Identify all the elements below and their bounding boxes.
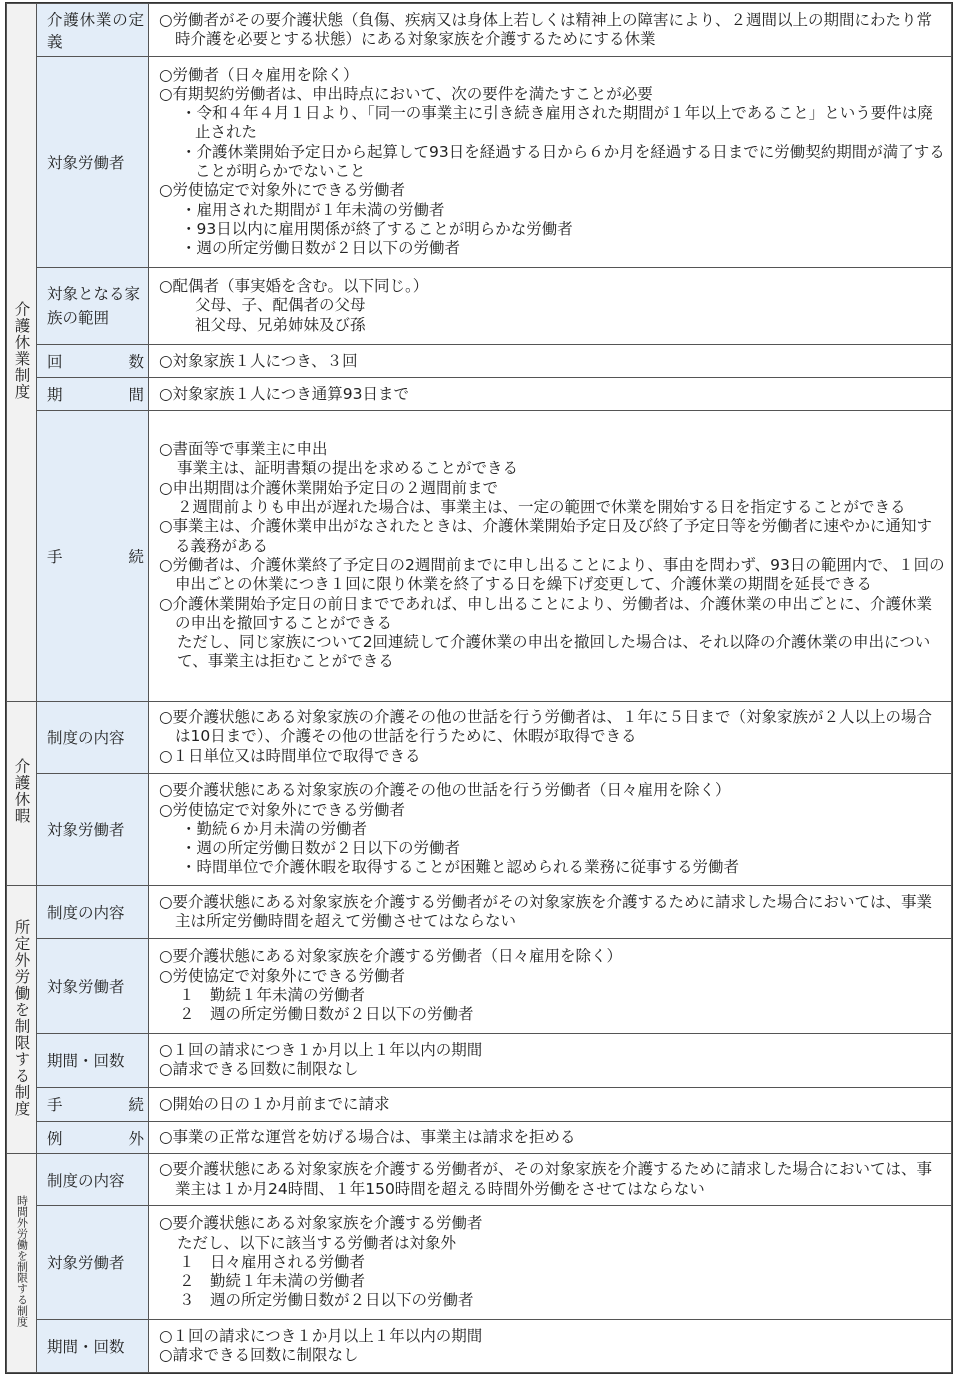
section-header — [7, 701, 37, 886]
row-label-cell — [37, 701, 149, 773]
care-leave-table-frame — [5, 2, 953, 1374]
table-row — [7, 1121, 952, 1153]
table-row — [7, 939, 952, 1033]
row-content — [149, 773, 952, 885]
content-line: ○要介護状態にある対象家族を介護する労働者がその対象家族を介護するために請求した場合においては、事業主は所定労働時間を超えて労働させてはならない — [159, 892, 933, 931]
table-row — [7, 267, 952, 344]
content-line: １ 日々雇用される労働者 — [179, 1252, 366, 1271]
table-row — [7, 701, 952, 773]
content-line: ○要介護状態にある対象家族を介護する労働者（日々雇用を除く） — [159, 947, 623, 966]
row-content — [149, 1154, 952, 1206]
content-line: ○配偶者（事実婚を含む。以下同じ。） — [159, 277, 429, 296]
content-line: ただし、以下に該当する労働者は対象外 — [177, 1233, 457, 1252]
content-line: 祖父母、兄弟姉妹及び孫 — [195, 315, 366, 334]
content-line: ○対象家族１人につき通算93日まで — [159, 384, 409, 403]
row-content — [149, 4, 952, 57]
table-row — [7, 1206, 952, 1319]
table-row — [7, 57, 952, 268]
content-line: ○要介護状態にある対象家族の介護その他の世話を行う労働者（日々雇用を除く） — [159, 781, 731, 800]
row-content — [149, 57, 952, 268]
row-label-cell — [37, 411, 149, 701]
table-row — [7, 1033, 952, 1087]
row-label: 制度の内容 — [47, 729, 125, 748]
row-label: 期間・回数 — [47, 1337, 125, 1356]
section-title: 介護休暇 — [12, 758, 31, 825]
row-label-cell — [37, 1319, 149, 1372]
content-line: ・週の所定労働日数が２日以下の労働者 — [181, 839, 461, 858]
content-line: ・介護休業開始予定日から起算して93日を経過する日から６か月を経過する日までに労働契約期間が満了することが明らかでないこと — [181, 142, 945, 181]
row-content — [149, 939, 952, 1033]
content-line: ○労使協定で対象外にできる労働者 — [159, 800, 406, 819]
section-header — [7, 1154, 37, 1373]
content-line: ○申出期間は介護休業開始予定日の２週間前まで — [159, 478, 499, 497]
row-label: 制度の内容 — [47, 1171, 125, 1190]
content-line: ○事業主は、介護休業申出がなされたときは、介護休業開始予定日及び終了予定日等を労働者に速やかに通知する義務がある — [159, 517, 933, 555]
content-line: ○要介護状態にある対象家族を介護する労働者 — [159, 1214, 483, 1233]
row-label: 手続 — [47, 547, 144, 566]
content-line: ・雇用された期間が１年未満の労働者 — [181, 200, 445, 219]
content-line: ２ 勤続１年未満の労働者 — [179, 1272, 366, 1291]
content-line: 事業主は、証明書類の提出を求めることができる — [177, 459, 519, 478]
content-line: ○１日単位又は時間単位で取得できる — [159, 746, 421, 765]
row-label: 回数 — [47, 353, 144, 372]
row-label: 期間・回数 — [47, 1052, 125, 1071]
content-line: ３ 週の所定労働日数が２日以下の労働者 — [179, 1291, 474, 1310]
content-line: ・93日以内に雇用関係が終了することが明らかな労働者 — [181, 219, 573, 238]
row-label: 対象労働者 — [47, 978, 125, 997]
content-line: １ 勤続１年未満の労働者 — [179, 986, 366, 1005]
row-label-cell — [37, 267, 149, 344]
section-header — [7, 886, 37, 1154]
row-label: 介護休業の定義 — [47, 11, 144, 52]
content-line: ○１回の請求につき１か月以上１年以内の期間 — [159, 1040, 483, 1059]
row-content — [149, 378, 952, 411]
content-line: ・週の所定労働日数が２日以下の労働者 — [181, 239, 461, 258]
row-label-cell — [37, 773, 149, 885]
content-line: ○１回の請求につき１か月以上１年以内の期間 — [159, 1326, 483, 1345]
table-row — [7, 886, 952, 939]
table-row — [7, 378, 952, 411]
content-line: ○要介護状態にある対象家族の介護その他の世話を行う労働者は、１年に５日まで（対象家族が２人以上の場合は10日まで）、介護その他の世話を行うために、休暇が取得できる — [159, 708, 933, 746]
content-line: ○有期契約労働者は、申出時点において、次の要件を満たすことが必要 — [159, 84, 653, 103]
row-label-cell — [37, 4, 149, 57]
section-title: 介護休業制度 — [12, 300, 31, 400]
row-label: 例外 — [47, 1129, 144, 1148]
row-label: 対象労働者 — [47, 1254, 125, 1273]
content-line: ○労働者（日々雇用を除く） — [159, 65, 359, 84]
row-content — [149, 1087, 952, 1121]
row-label: 期間 — [47, 386, 144, 405]
row-label: 対象労働者 — [47, 154, 125, 173]
content-line: ○要介護状態にある対象家族を介護する労働者が、その対象家族を介護するために請求した場合においては、事業主は１か月24時間、１年150時間を超える時間外労働をさせてはならない — [159, 1160, 933, 1198]
row-label: 対象労働者 — [47, 821, 125, 840]
row-content — [149, 1121, 952, 1153]
content-line: ○対象家族１人につき、３回 — [159, 351, 358, 370]
section-header — [7, 4, 37, 702]
content-line: ２ 週の所定労働日数が２日以下の労働者 — [179, 1005, 474, 1024]
row-content — [149, 886, 952, 939]
row-label-cell — [37, 1033, 149, 1087]
row-content — [149, 345, 952, 378]
care-leave-table — [6, 3, 952, 1373]
row-label: 対象となる家族の範囲 — [47, 285, 141, 328]
table-row — [7, 4, 952, 57]
content-line: ○労働者は、介護休業終了予定日の2週間前までに申し出ることにより、事由を問わず、93日の範囲内で、１回の申出ごとの休業につき１回に限り休業を終了する日を繰下げ変更して、介護休業の期間を延長できる — [159, 555, 945, 594]
content-line: ○介護休業開始予定日の前日までであれば、申し出ることにより、労働者は、介護休業の申出ごとに、介護休業の申出を撤回することができる — [159, 594, 933, 632]
row-label: 手続 — [47, 1096, 144, 1115]
row-content — [149, 267, 952, 344]
content-line: ○請求できる回数に制限なし — [159, 1060, 359, 1079]
row-label-cell — [37, 939, 149, 1033]
table-row — [7, 773, 952, 885]
table-row — [7, 345, 952, 378]
row-label-cell — [37, 378, 149, 411]
content-line: ○労働者がその要介護状態（負傷、疾病又は身体上若しくは精神上の障害により、２週間以上の期間にわたり常時介護を必要とする状態）にある対象家族を介護するためにする休業 — [159, 10, 933, 49]
content-line: ○書面等で事業主に申出 — [159, 440, 328, 459]
content-line: 父母、子、配偶者の父母 — [195, 296, 366, 315]
row-content — [149, 701, 952, 773]
row-content — [149, 1206, 952, 1319]
row-label-cell — [37, 57, 149, 268]
section-title: 時間外労働を制限する制度 — [15, 1195, 29, 1328]
row-label-cell — [37, 886, 149, 939]
section-title: 所定外労働を制限する制度 — [12, 918, 31, 1117]
content-line: ○事業の正常な運営を妨げる場合は、事業主は請求を拒める — [159, 1127, 576, 1146]
row-content — [149, 1319, 952, 1372]
row-label-cell — [37, 345, 149, 378]
content-line: ２週間前よりも申出が遅れた場合は、事業主は、一定の範囲で休業を開始する日を指定することができる — [177, 498, 906, 517]
table-row — [7, 411, 952, 701]
content-line: ○開始の日の１か月前までに請求 — [159, 1094, 390, 1113]
row-label-cell — [37, 1154, 149, 1206]
content-line: ○労使協定で対象外にできる労働者 — [159, 966, 406, 985]
row-label-cell — [37, 1121, 149, 1153]
content-line: ・令和４年４月１日より、「同一の事業主に引き続き雇用された期間が１年以上であること」という要件は廃止された — [181, 104, 933, 142]
content-line: ○請求できる回数に制限なし — [159, 1345, 359, 1364]
content-line: ○労使協定で対象外にできる労働者 — [159, 181, 406, 200]
table-row — [7, 1154, 952, 1206]
row-label-cell — [37, 1087, 149, 1121]
content-line: ・勤続６か月未満の労働者 — [181, 819, 368, 838]
table-row — [7, 1319, 952, 1372]
content-line: ・時間単位で介護休暇を取得することが困難と認められる業務に従事する労働者 — [181, 858, 740, 877]
row-content — [149, 411, 952, 701]
row-content — [149, 1033, 952, 1087]
row-label: 制度の内容 — [47, 904, 125, 923]
table-row — [7, 1087, 952, 1121]
content-line: ただし、同じ家族について2回連続して介護休業の申出を撤回した場合は、それ以降の介護休業の申出について、事業主は拒むことができる — [177, 633, 931, 671]
row-label-cell — [37, 1206, 149, 1319]
